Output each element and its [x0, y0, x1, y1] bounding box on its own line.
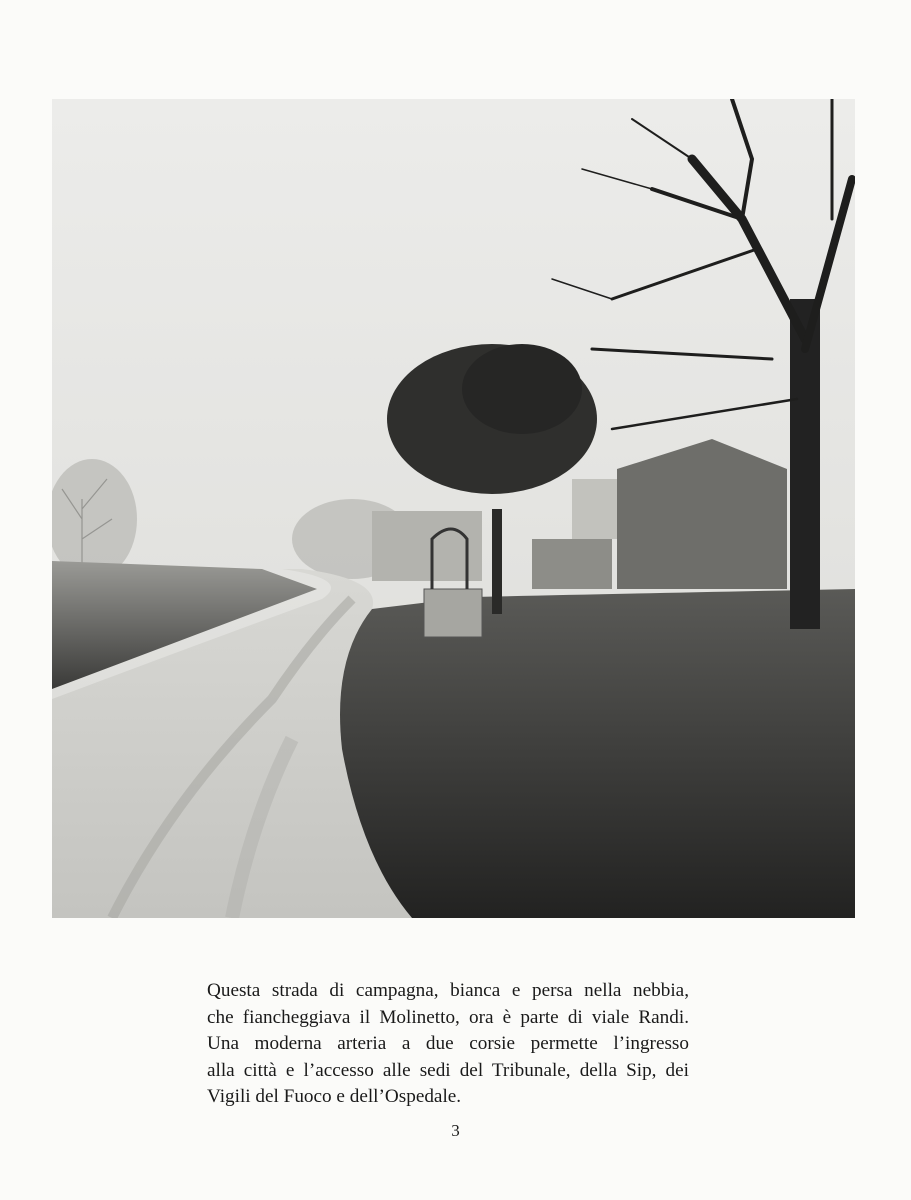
caption-line: Questa strada di campagna, bianca e persa nella nebbia,: [207, 980, 689, 1001]
photo-illustration: [52, 99, 855, 918]
caption-line: che fiancheggiava il Molinetto, ora è parte di viale Randi.: [207, 1006, 689, 1028]
caption-line: alla città e l’accesso alle sedi del Tribunale, della Sip, dei: [207, 1059, 689, 1081]
photo-foggy-road: [52, 99, 855, 918]
caption-line: Una moderna arteria a due corsie permette l’ingresso: [207, 1033, 689, 1054]
page-number: 3: [451, 1121, 460, 1140]
photo-caption: [207, 978, 689, 1111]
caption-line: Vigili del Fuoco e dell’Ospedale.: [207, 1086, 462, 1107]
